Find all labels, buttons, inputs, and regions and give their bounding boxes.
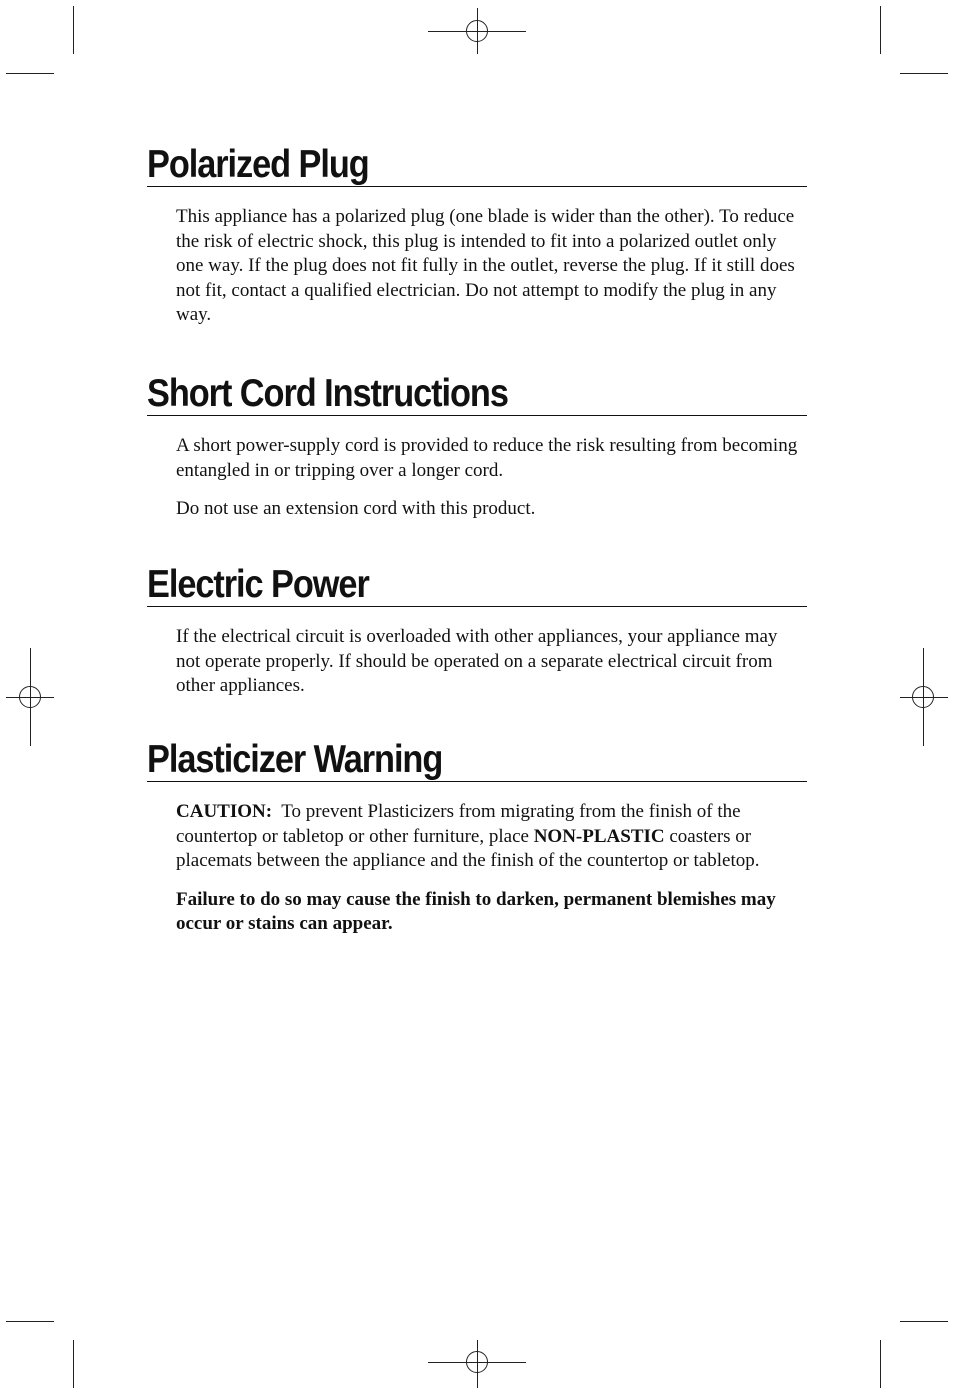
heading-rule: [147, 739, 807, 782]
registration-circle-top: [466, 20, 488, 42]
caution-text-b: coasters or placemats between the appliance and the finish of the countertop or tabletop.: [176, 825, 760, 871]
section-heading-polarized-plug: Polarized Plug: [147, 143, 369, 186]
section-body: [176, 434, 806, 522]
crop-mark-bottom-right-vertical: [880, 1340, 881, 1388]
section-electric-power: [147, 564, 807, 713]
heading-rule: [147, 564, 807, 607]
caution-strong: NON-PLASTIC: [533, 825, 665, 847]
paragraph-short-cord-1: A short power-supply cord is provided to reduce the risk resulting from becoming entangled in or tripping over a longer cord.: [176, 435, 798, 481]
section-heading-plasticizer-warning: Plasticizer Warning: [147, 738, 443, 781]
crop-mark-top-left-horizontal: [6, 73, 54, 74]
paragraph-warning: Failure to do so may cause the finish to darken, permanent blemishes may occur or stains can appear.: [176, 888, 776, 934]
crop-mark-top-right-horizontal: [900, 73, 948, 74]
section-body: [176, 205, 806, 328]
paragraph-caution: [176, 800, 806, 874]
section-heading-short-cord: Short Cord Instructions: [147, 372, 508, 415]
paragraph-polarized-plug: This appliance has a polarized plug (one blade is wider than the other). To reduce the risk of electric shock, this plug is intended to fit into a polarized outlet only one way. If the plug does not fit fully in the outlet, reverse the plug. If it still does not fit, contact a qualified electrician. Do not attempt to modify the plug in any way.: [176, 206, 795, 325]
registration-circle-left: [19, 686, 41, 708]
crop-mark-bottom-right-horizontal: [900, 1321, 948, 1322]
section-body: [176, 625, 806, 699]
caution-text-a: To prevent Plasticizers from migrating from the finish of the countertop or tabletop or other furniture, place: [176, 801, 741, 847]
section-body: [176, 800, 806, 937]
crop-mark-top-left-vertical: [73, 6, 74, 54]
crop-mark-bottom-left-horizontal: [6, 1321, 54, 1322]
section-polarized-plug: [147, 144, 807, 342]
paragraph-electric-power: If the electrical circuit is overloaded with other appliances, your appliance may not operate properly. If should be operated on a separate electrical circuit from other appliances.: [176, 626, 778, 696]
heading-rule: [147, 373, 807, 416]
section-heading-electric-power: Electric Power: [147, 563, 369, 606]
heading-rule: [147, 144, 807, 187]
section-short-cord: [147, 373, 807, 536]
crop-mark-top-right-vertical: [880, 6, 881, 54]
caution-label: CAUTION:: [176, 801, 273, 822]
paragraph-short-cord-2: Do not use an extension cord with this product.: [176, 498, 536, 519]
registration-circle-right: [912, 686, 934, 708]
registration-circle-bottom: [466, 1351, 488, 1373]
crop-mark-bottom-left-vertical: [73, 1340, 74, 1388]
section-plasticizer-warning: [147, 739, 807, 951]
